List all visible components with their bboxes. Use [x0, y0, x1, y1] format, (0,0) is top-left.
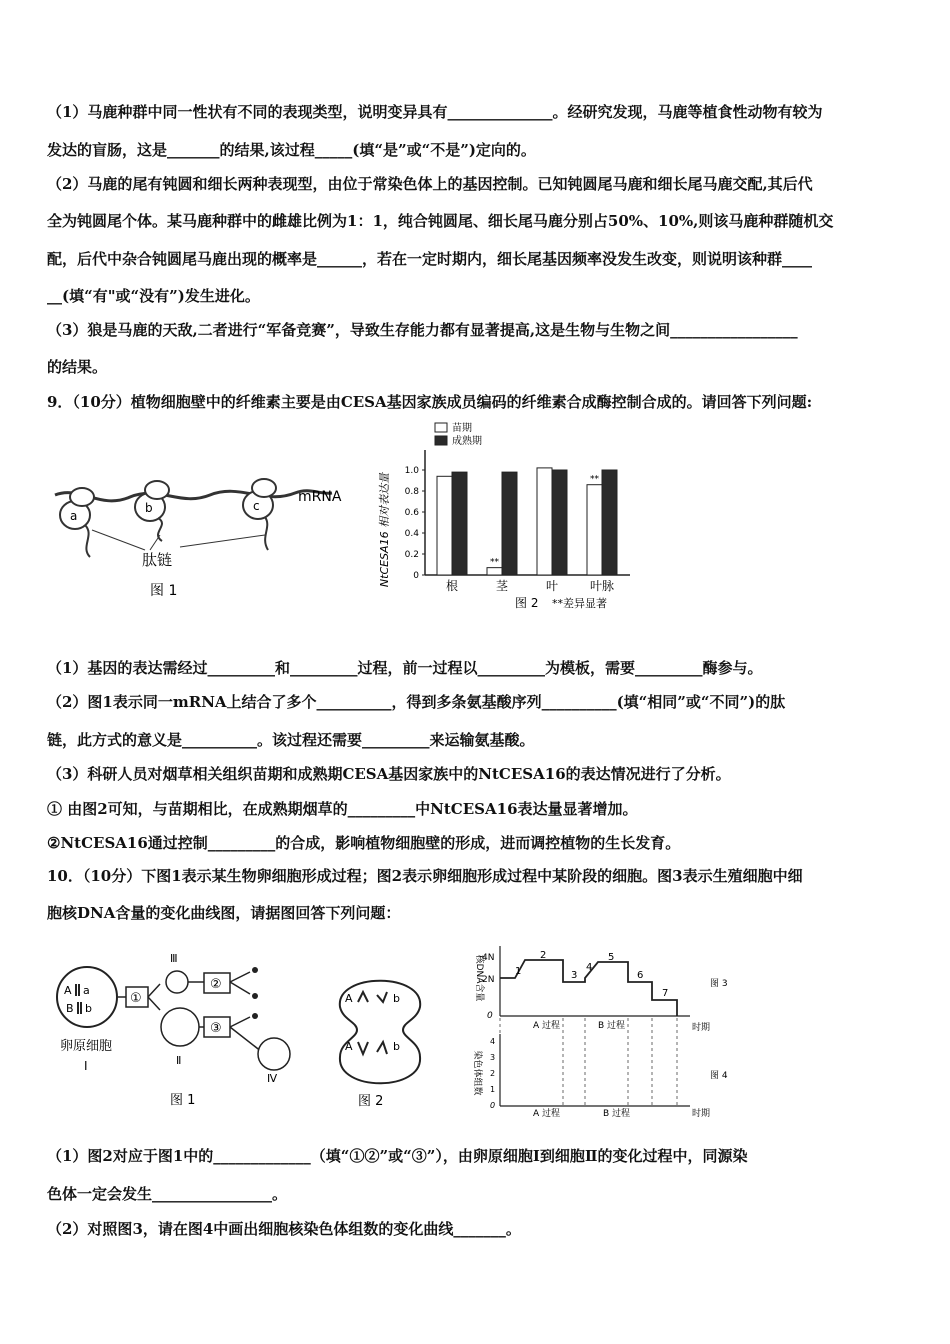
bar-mature-0: [452, 472, 467, 575]
q8-line-6: __(填“有"或“没有”)发生进化。: [47, 287, 260, 305]
q8-line-2: 发达的盲肠，这是_______的结果,该过程_____(填“是”或“不是”)定向的。: [47, 141, 536, 159]
bar-seedling-1: [487, 568, 502, 575]
q8-line-7: （3）狼是马鹿的天敌,二者进行“军备竞赛”，导致生存能力都有显著提高,这是生物与生物之间_________________: [47, 321, 798, 339]
fig3-caption: 图 3: [710, 979, 728, 989]
gene-b: b: [85, 1002, 92, 1015]
q10-line-3: （2）对照图3，请在图4中画出细胞核染色体组数的变化曲线_______。: [47, 1220, 521, 1238]
label-II: Ⅱ: [176, 1054, 182, 1067]
y-tick-label: 1.0: [404, 466, 419, 476]
fig3-ytick-4N: 4N: [482, 953, 495, 963]
oogonium-number: Ⅰ: [84, 1059, 88, 1073]
y-tick-label: 0.6: [404, 508, 419, 518]
fig3-ylabel: 核DNA含量: [474, 954, 484, 1002]
fig4-ylabel: 染色体组数: [472, 1050, 482, 1096]
cell-III: [166, 971, 188, 993]
fig2-caption: 图 2: [358, 1094, 384, 1109]
step-3-label: ③: [210, 1021, 222, 1036]
fig4-process-B: B 过程: [603, 1109, 631, 1118]
ribosome-a: [60, 488, 94, 557]
q9-figure-2-chart: [370, 420, 650, 615]
fig1-caption: 图 1: [170, 1093, 196, 1108]
mrna-label: mRNA: [298, 489, 342, 505]
fig2-gene-b-top: b: [393, 992, 400, 1005]
fig4-process-A: A 过程: [533, 1109, 561, 1118]
fig4-caption: 图 4: [710, 1071, 728, 1081]
fig3-stage-1: 1: [515, 966, 522, 977]
ribosome-b-label: b: [145, 501, 153, 515]
fig3-stage-5: 5: [608, 952, 615, 963]
fig3-stage-3: 3: [571, 970, 578, 981]
significance-marker: **: [590, 474, 599, 485]
fig4-ytick-1: 1: [490, 1085, 496, 1094]
fig2-gene-A-bottom: A: [345, 1040, 353, 1053]
peptide-label: 肽链: [142, 551, 173, 569]
q9-line-6: ②NtCESA16通过控制_________的合成，影响植物细胞壁的形成，进而调控植物的生长发育。: [47, 834, 681, 852]
fig3-process-A: A 过程: [533, 1021, 561, 1031]
step-2-label: ②: [210, 977, 222, 992]
q9-line-5: ① 由图2可知，与苗期相比，在成熟期烟草的_________中NtCESA16表达量显著增加。: [47, 800, 638, 818]
gene-B: B: [66, 1002, 74, 1015]
chart-ylabel: NtCESA16 相对表达量: [378, 472, 391, 588]
q8-line-5: 配，后代中杂合钝圆尾马鹿出现的概率是______，若在一定时期内，细长尾基因频率没发生改变，则说明该种群____: [47, 250, 813, 268]
q10-stem-1: 10．（10分）下图1表示某生物卵细胞形成过程；图2表示卵细胞形成过程中某阶段的细胞。图3表示生殖细胞中细: [47, 867, 803, 885]
bar-mature-3: [602, 470, 617, 575]
gene-a: a: [83, 984, 90, 997]
gene-A: A: [64, 984, 72, 997]
legend-label-mature: 成熟期: [452, 436, 482, 447]
fig4-xlabel: 时期: [692, 1109, 711, 1118]
chart-legend: [435, 421, 482, 447]
oogonium-label: 卵原细胞: [60, 1039, 113, 1054]
fig4-ytick-4: 4: [490, 1037, 496, 1046]
bar-mature-1: [502, 472, 517, 575]
fig3-stage-2: 2: [540, 950, 547, 961]
ribosome-c: [243, 479, 276, 550]
fig3-stage-6: 6: [637, 970, 644, 981]
q8-line-4: 全为钝圆尾个体。某马鹿种群中的雌雄比例为1：1，纯合钝圆尾、细长尾马鹿分别占50%、10%,则该马鹿种群随机交: [47, 212, 834, 230]
ribosome-a-label: a: [70, 509, 78, 523]
y-tick-label: 0.8: [404, 487, 419, 497]
q8-line-3: （2）马鹿的尾有钝圆和细长两种表现型，由位于常染色体上的基因控制。已知钝圆尾马鹿和细长尾马鹿交配,其后代: [47, 175, 813, 193]
q10-line-1: （1）图2对应于图1中的_____________（填“①②”或“③”），由卵原细胞Ⅰ到细胞Ⅱ的变化过程中，同源染: [47, 1147, 748, 1165]
label-IV: Ⅳ: [267, 1072, 278, 1085]
fig3-xlabel: 时期: [692, 1023, 711, 1033]
legend-label-seedling: 苗期: [452, 423, 472, 434]
fig3-process-B: B 过程: [598, 1021, 626, 1031]
y-tick-label: 0.4: [404, 529, 419, 539]
fig4-ytick-0: 0: [490, 1101, 496, 1110]
fig3-stage-4: 4: [586, 962, 593, 973]
q10-figure-3-4: [465, 938, 745, 1118]
legend-swatch-seedling: [435, 423, 447, 432]
x-tick-label: 根: [445, 579, 459, 593]
y-tick-label: 0.2: [404, 550, 419, 560]
bar-seedling-3: [587, 485, 602, 575]
bar-mature-2: [552, 470, 567, 575]
q9-stem: 9．（10分）植物细胞壁中的纤维素主要是由CESA基因家族成员编码的纤维素合成酶控制合成的。请回答下列问题:: [47, 393, 813, 411]
q9-line-4: （3）科研人员对烟草相关组织苗期和成熟期CESA基因家族中的NtCESA16的表达情况进行了分析。: [47, 765, 731, 783]
fig3-ytick-2N: 2N: [482, 975, 495, 985]
q10-figure-2: [325, 962, 435, 1117]
q9-line-3: 链，此方式的意义是__________。该过程还需要_________来运输氨基酸。: [47, 731, 535, 749]
step-1-label: ①: [130, 991, 142, 1006]
significance-marker: **: [490, 557, 499, 568]
x-tick-label: 叶: [545, 579, 559, 593]
cell-II: [161, 1008, 199, 1046]
fig4-ytick-2: 2: [490, 1069, 496, 1078]
legend-swatch-mature: [435, 436, 447, 445]
fig4-ytick-3: 3: [490, 1053, 496, 1062]
q8-line-8: 的结果。: [47, 358, 108, 376]
oogonium-cell: [57, 967, 117, 1027]
fig3-stage-7: 7: [662, 988, 669, 999]
q9-line-2: （2）图1表示同一mRNA上结合了多个__________，得到多条氨基酸序列__________(填“相同”或“不同”)的肽: [47, 693, 786, 711]
x-tick-label: 茎: [495, 579, 509, 593]
q8-line-1: （1）马鹿种群中同一性状有不同的表现类型，说明变异具有______________。经研究发现，马鹿等植食性动物有较为: [47, 103, 823, 121]
q10-figure-1: [52, 942, 302, 1117]
bar-seedling-0: [437, 476, 452, 575]
q10-stem-2: 胞核DNA含量的变化曲线图，请据图回答下列问题：: [47, 904, 401, 922]
label-III: Ⅲ: [170, 952, 178, 965]
q9-figure-1: [50, 455, 360, 605]
ribosome-c-label: c: [253, 499, 260, 513]
ribosome-b: [135, 481, 169, 541]
y-tick-label: 0: [413, 571, 419, 581]
chart-caption: 图 2: [515, 596, 539, 610]
cell-IV: [258, 1038, 290, 1070]
fig2-gene-A-top: A: [345, 992, 353, 1005]
fig3-ytick-0: 0: [487, 1011, 493, 1021]
x-tick-label: 叶脉: [589, 579, 615, 593]
q9-line-1: （1）基因的表达需经过_________和_________过程，前一过程以_________为模板，需要_________酶参与。: [47, 659, 763, 677]
fig2-gene-b-bottom: b: [393, 1040, 400, 1053]
q10-line-2: 色体一定会发生________________。: [47, 1185, 288, 1203]
chart-note: **差异显著: [552, 597, 607, 610]
bar-seedling-2: [537, 468, 552, 575]
figure-1-caption: 图 1: [150, 583, 178, 599]
